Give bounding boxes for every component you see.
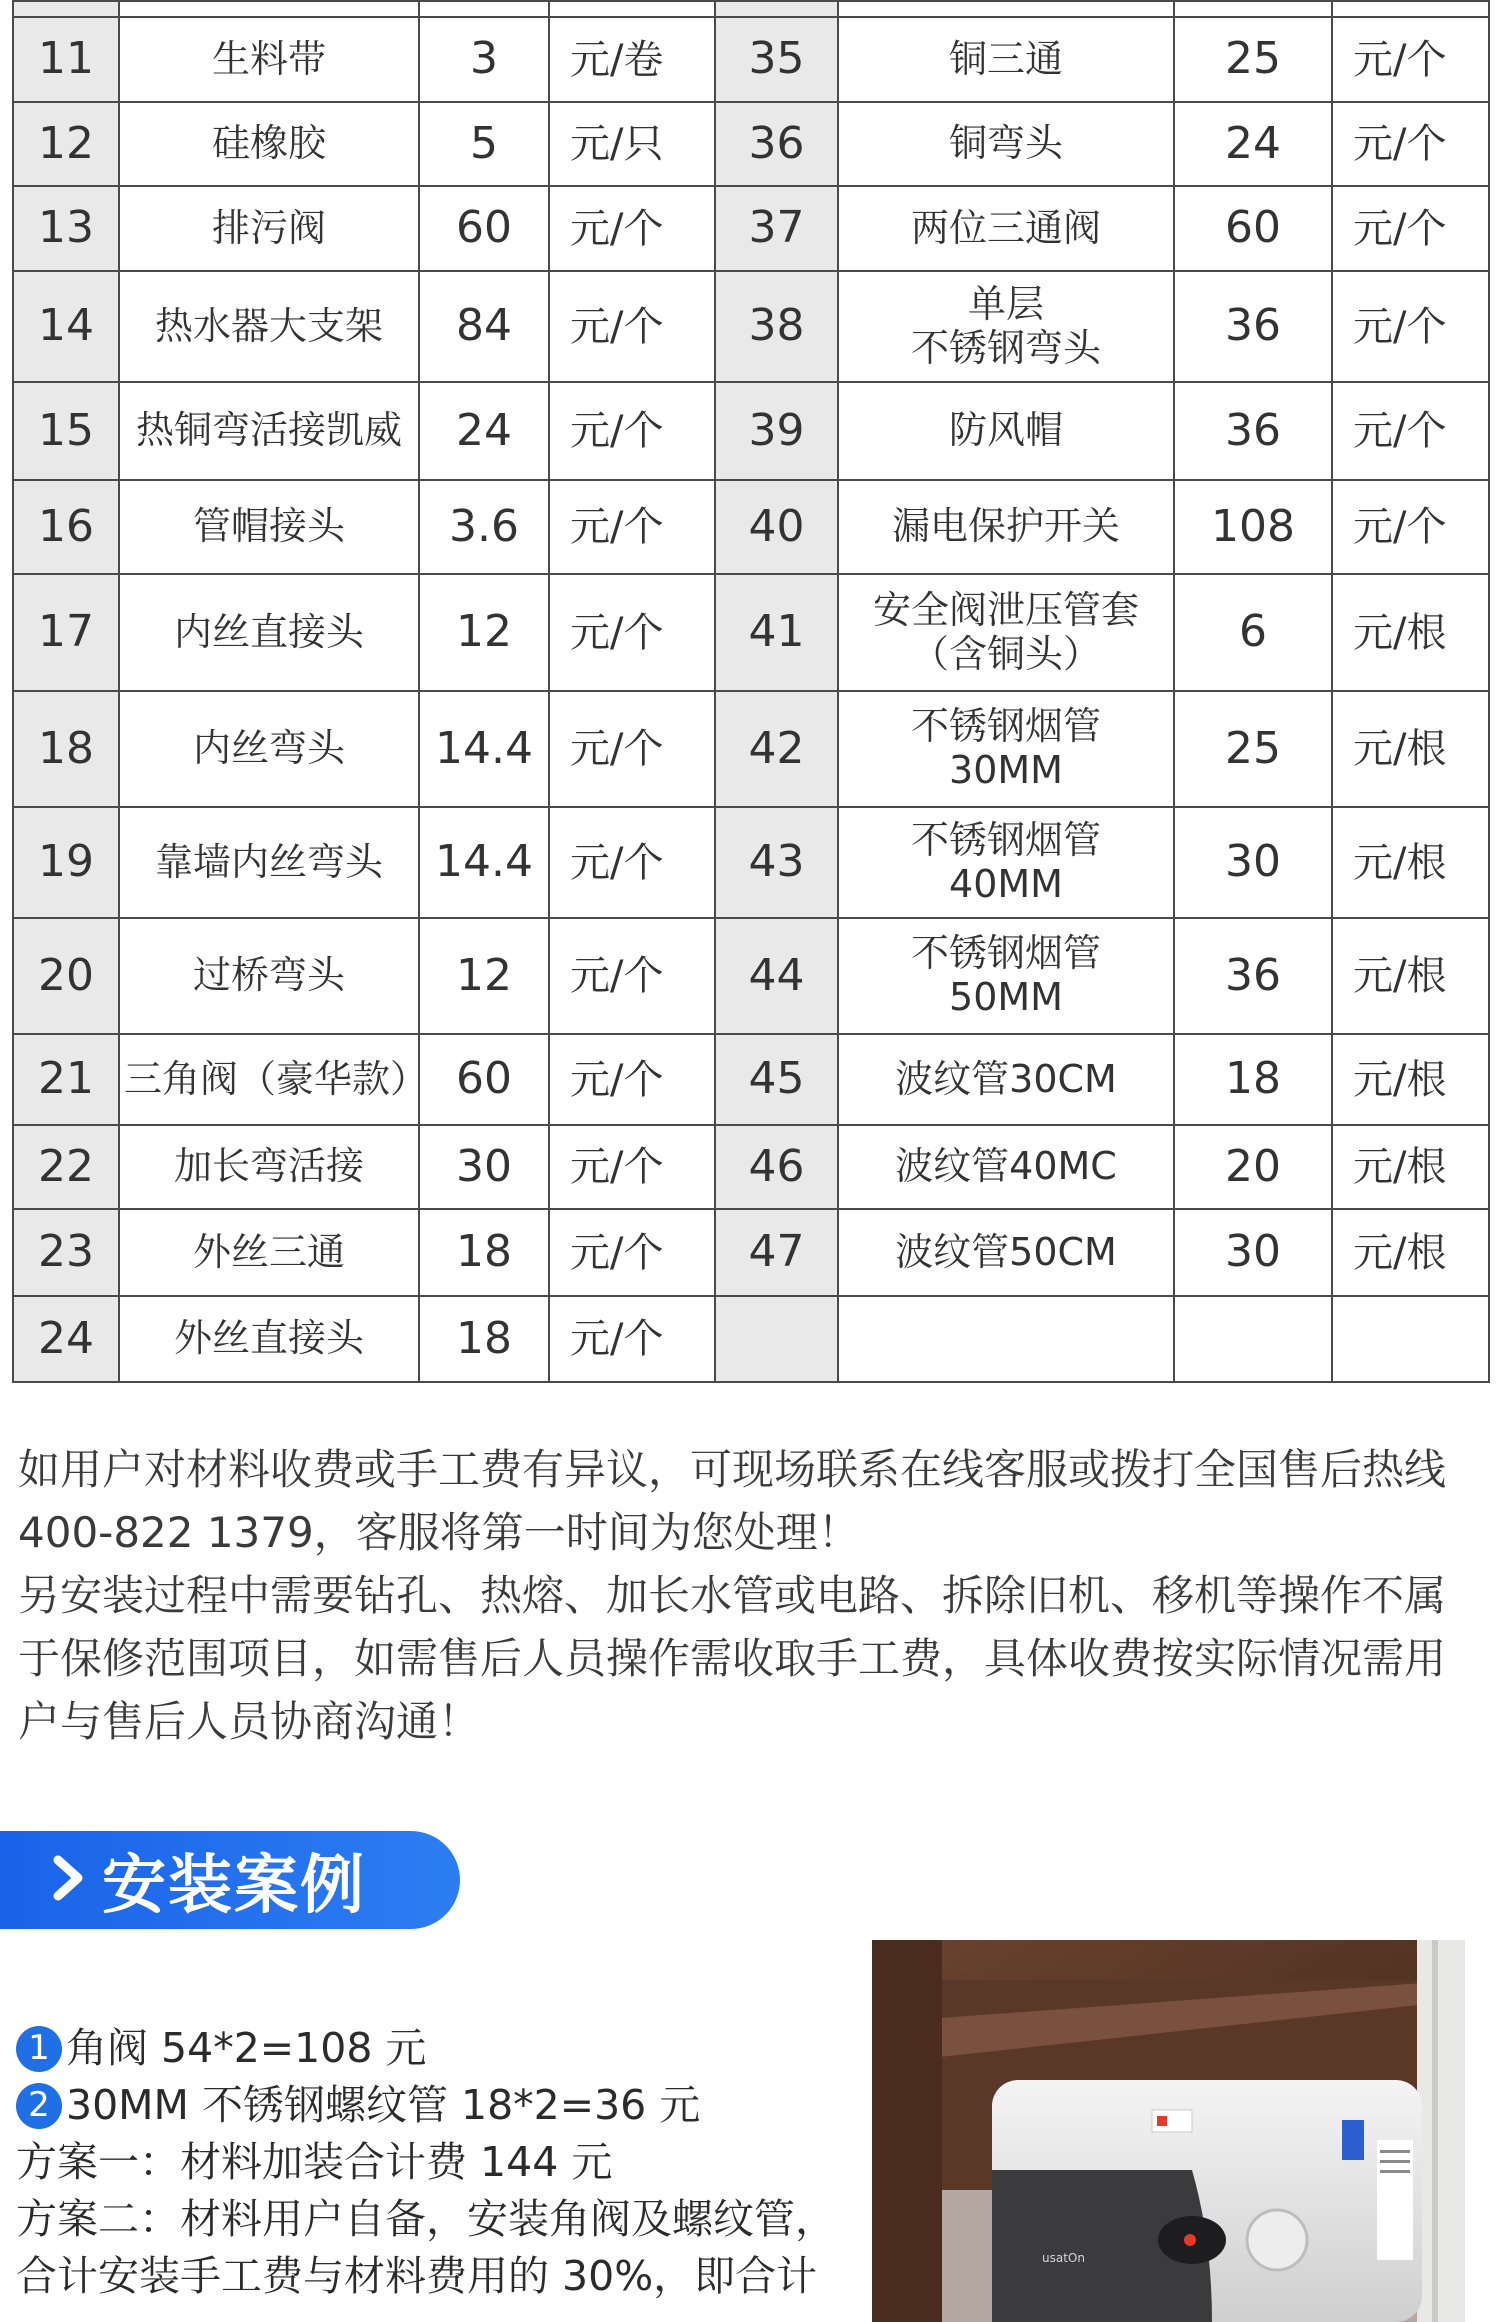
item-unit-cell: 元/个	[549, 1209, 715, 1296]
heater-brand-logo: usatOn	[1042, 2251, 1085, 2265]
item-number-cell: 37	[715, 186, 838, 271]
item-price-cell: 24	[419, 382, 549, 480]
item-unit-cell: 元/根	[1332, 918, 1489, 1034]
item-name-cell	[119, 1209, 419, 1296]
item-name-text: 靠墙内丝弯头	[154, 839, 383, 884]
price-table-body	[13, 1, 1489, 1382]
item-name-cell	[838, 1034, 1174, 1125]
plan-two-line-2: 合计安装手工费与材料费用的 30%，即合计	[16, 2252, 818, 2300]
item-number-cell: 15	[13, 382, 119, 480]
plan-two-line-1: 方案二：材料用户自备，安装角阀及螺纹管，	[16, 2195, 836, 2243]
item-name-text: 热铜弯活接凯威	[135, 408, 402, 453]
item-name-cell	[838, 102, 1174, 186]
item-name-cell	[838, 1125, 1174, 1209]
item-name-cell	[838, 691, 1174, 807]
item-price-cell: 3.6	[419, 480, 549, 574]
case-item-text: 30MM 不锈钢螺纹管 18*2=36 元	[66, 2081, 701, 2129]
item-price-cell	[1174, 1, 1332, 17]
item-unit-cell: 元/个	[549, 691, 715, 807]
item-name-cell	[119, 1034, 429, 1125]
item-unit-cell: 元/根	[1332, 807, 1489, 918]
item-price-cell: 5	[419, 102, 549, 186]
item-number-cell: 24	[13, 1296, 119, 1382]
install-case-details	[16, 2020, 876, 2305]
item-name-cell	[838, 480, 1174, 574]
table-row	[13, 480, 1489, 574]
item-price-cell: 14.4	[419, 691, 549, 807]
item-name-cell	[119, 1125, 419, 1209]
item-name-text: 外丝三通	[192, 1229, 345, 1274]
item-number-cell: 14	[13, 271, 119, 382]
item-unit-cell: 元/根	[1332, 1125, 1489, 1209]
item-unit-cell: 元/个	[549, 1296, 715, 1382]
table-row	[13, 1, 1489, 17]
table-row	[13, 574, 1489, 691]
item-name-text: 两位三通阀	[910, 205, 1101, 250]
item-name-text: 安全阀泄压管套	[872, 587, 1139, 632]
item-price-cell: 3	[419, 17, 549, 102]
item-number-cell: 22	[13, 1125, 119, 1209]
item-name-cell	[119, 17, 419, 102]
item-number-cell	[715, 1, 838, 17]
table-row	[13, 1034, 1489, 1125]
item-name-text: 漏电保护开关	[891, 504, 1120, 549]
item-unit-cell: 元/个	[549, 918, 715, 1034]
item-name-cell	[838, 1209, 1174, 1296]
fee-dispute-note: 如用户对材料收费或手工费有异议，可现场联系在线客服或拨打全国售后热线400-822 1379，客服将第一时间为您处理！	[18, 1445, 1447, 1557]
item-name-cell	[119, 271, 419, 382]
item-number-cell: 39	[715, 382, 838, 480]
item-name-text: 三角阀（豪华款）	[124, 1056, 429, 1101]
item-unit-cell	[549, 1, 715, 17]
item-number-cell: 23	[13, 1209, 119, 1296]
item-name-text: 波纹管40MC	[895, 1144, 1117, 1189]
table-row	[13, 271, 1489, 382]
item-number-cell	[715, 1296, 838, 1382]
item-price-cell: 60	[419, 1034, 549, 1125]
item-unit-cell: 元/个	[549, 1125, 715, 1209]
item-unit-cell: 元/个	[549, 1034, 715, 1125]
extra-labor-note: 另安装过程中需要钻孔、热熔、加长水管或电路、拆除旧机、移机等操作不属于保修范围项目，如需售后人员操作需收取手工费，具体收费按实际情况需用户与售后人员协商沟通！	[18, 1571, 1447, 1746]
item-number-cell: 46	[715, 1125, 838, 1209]
item-price-cell: 108	[1174, 480, 1332, 574]
item-unit-cell: 元/个	[1332, 480, 1489, 574]
table-row	[13, 691, 1489, 807]
item-number-cell: 47	[715, 1209, 838, 1296]
item-unit-cell	[1332, 1296, 1489, 1382]
table-row	[13, 17, 1489, 102]
item-number-cell: 44	[715, 918, 838, 1034]
item-name-text: 铜弯头	[948, 121, 1063, 166]
table-row	[13, 102, 1489, 186]
table-row	[13, 382, 1489, 480]
item-name-cell	[838, 1296, 1174, 1382]
item-name-text: 热水器大支架	[154, 303, 383, 348]
item-number-cell: 21	[13, 1034, 119, 1125]
item-name-subtext: （含铜头）	[910, 631, 1101, 676]
item-unit-cell: 元/根	[1332, 1034, 1489, 1125]
item-price-cell: 25	[1174, 17, 1332, 102]
item-name-text: 过桥弯头	[192, 953, 345, 998]
item-unit-cell: 元/根	[1332, 1209, 1489, 1296]
item-name-cell	[838, 918, 1174, 1034]
item-price-cell: 36	[1174, 918, 1332, 1034]
item-name-subtext: 40MM	[949, 861, 1063, 906]
table-row	[13, 1296, 1489, 1382]
item-name-text: 加长弯活接	[173, 1144, 364, 1189]
number-badge-icon: 2	[16, 2083, 62, 2129]
item-price-cell: 24	[1174, 102, 1332, 186]
item-unit-cell: 元/个	[549, 807, 715, 918]
item-price-cell: 36	[1174, 271, 1332, 382]
item-unit-cell: 元/个	[1332, 382, 1489, 480]
item-number-cell: 35	[715, 17, 838, 102]
item-unit-cell: 元/只	[549, 102, 715, 186]
item-price-cell: 30	[1174, 1209, 1332, 1296]
item-price-cell: 12	[419, 918, 549, 1034]
item-name-text: 不锈钢烟管	[910, 817, 1101, 862]
item-name-cell	[838, 382, 1174, 480]
item-unit-cell: 元/个	[549, 186, 715, 271]
item-name-cell	[838, 186, 1174, 271]
item-name-text: 管帽接头	[192, 504, 345, 549]
item-name-cell	[119, 102, 419, 186]
item-name-cell	[838, 17, 1174, 102]
item-name-text: 内丝直接头	[173, 609, 364, 654]
item-name-cell	[838, 271, 1174, 382]
item-number-cell: 40	[715, 480, 838, 574]
item-unit-cell: 元/个	[549, 480, 715, 574]
item-number-cell: 11	[13, 17, 119, 102]
item-name-cell	[119, 382, 419, 480]
item-name-text: 防风帽	[948, 408, 1063, 453]
item-price-cell	[419, 1, 549, 17]
item-number-cell: 38	[715, 271, 838, 382]
item-name-subtext: 50MM	[949, 975, 1063, 1019]
item-name-text: 硅橡胶	[211, 121, 326, 166]
item-name-subtext: 30MM	[949, 748, 1063, 792]
item-price-cell: 25	[1174, 691, 1332, 807]
item-name-text: 生料带	[211, 36, 326, 81]
chevron-right-icon	[52, 1855, 86, 1905]
install-cases-header	[0, 1831, 460, 1929]
item-name-cell	[119, 691, 419, 807]
item-number-cell: 19	[13, 807, 119, 918]
item-number-cell: 41	[715, 574, 838, 691]
case-item-text: 角阀 54*2=108 元	[66, 2024, 427, 2072]
price-table-section	[12, 0, 1488, 1383]
item-price-cell: 18	[419, 1209, 549, 1296]
item-number-cell: 17	[13, 574, 119, 691]
item-name-cell	[119, 480, 419, 574]
case-item-1	[16, 2020, 876, 2077]
item-price-cell: 18	[1174, 1034, 1332, 1125]
item-name-cell	[838, 574, 1174, 691]
plan-one: 方案一：材料加装合计费 144 元	[16, 2138, 613, 2186]
table-row	[13, 1125, 1489, 1209]
item-name-cell	[119, 918, 419, 1034]
item-unit-cell: 元/根	[1332, 574, 1489, 691]
item-price-cell: 12	[419, 574, 549, 691]
item-number-cell: 36	[715, 102, 838, 186]
item-unit-cell: 元/个	[549, 271, 715, 382]
item-price-cell: 36	[1174, 382, 1332, 480]
item-price-cell: 6	[1174, 574, 1332, 691]
item-name-text: 铜三通	[948, 36, 1063, 81]
item-name-text: 不锈钢烟管	[910, 704, 1101, 749]
item-number-cell: 13	[13, 186, 119, 271]
item-number-cell: 16	[13, 480, 119, 574]
item-name-cell	[119, 1296, 419, 1382]
item-price-cell: 30	[419, 1125, 549, 1209]
item-name-text: 不锈钢烟管	[910, 931, 1101, 976]
item-price-cell: 60	[419, 186, 549, 271]
item-name-text: 单层	[967, 281, 1044, 326]
fee-notes	[18, 1438, 1458, 1753]
item-unit-cell	[1332, 1, 1489, 17]
item-name-text: 波纹管30CM	[895, 1056, 1117, 1101]
installation-photo	[872, 1940, 1465, 2322]
table-row	[13, 918, 1489, 1034]
table-row	[13, 1209, 1489, 1296]
item-unit-cell: 元/个	[1332, 102, 1489, 186]
item-price-cell	[1174, 1296, 1332, 1382]
item-name-subtext: 不锈钢弯头	[910, 325, 1101, 370]
item-name-cell	[838, 807, 1174, 918]
item-price-cell: 30	[1174, 807, 1332, 918]
section-title: 安装案例	[102, 1849, 366, 1923]
item-number-cell	[13, 1, 119, 17]
item-unit-cell: 元/个	[1332, 17, 1489, 102]
item-price-cell: 20	[1174, 1125, 1332, 1209]
item-price-cell: 18	[419, 1296, 549, 1382]
item-name-text: 内丝弯头	[192, 726, 345, 771]
item-unit-cell: 元/根	[1332, 691, 1489, 807]
table-row	[13, 186, 1489, 271]
item-unit-cell: 元/个	[549, 574, 715, 691]
item-name-cell	[119, 186, 419, 271]
item-name-cell	[119, 574, 419, 691]
item-number-cell: 45	[715, 1034, 838, 1125]
item-name-cell	[838, 1, 1174, 17]
item-name-text: 外丝直接头	[173, 1316, 364, 1361]
table-row	[13, 807, 1489, 918]
item-unit-cell: 元/个	[1332, 271, 1489, 382]
item-number-cell: 20	[13, 918, 119, 1034]
item-name-cell	[119, 807, 419, 918]
item-number-cell: 18	[13, 691, 119, 807]
item-unit-cell: 元/个	[549, 382, 715, 480]
item-name-text: 排污阀	[211, 205, 326, 250]
number-badge-icon: 1	[16, 2026, 62, 2072]
item-number-cell: 42	[715, 691, 838, 807]
material-price-table	[12, 0, 1490, 1383]
item-name-cell	[119, 1, 419, 17]
item-unit-cell: 元/卷	[549, 17, 715, 102]
item-unit-cell: 元/个	[1332, 186, 1489, 271]
case-item-2	[16, 2077, 876, 2134]
item-price-cell: 60	[1174, 186, 1332, 271]
item-name-text: 波纹管50CM	[895, 1229, 1117, 1274]
item-number-cell: 43	[715, 807, 838, 918]
item-price-cell: 14.4	[419, 807, 549, 918]
water-heater-illustration	[872, 1940, 1465, 2322]
item-number-cell: 12	[13, 102, 119, 186]
item-price-cell: 84	[419, 271, 549, 382]
